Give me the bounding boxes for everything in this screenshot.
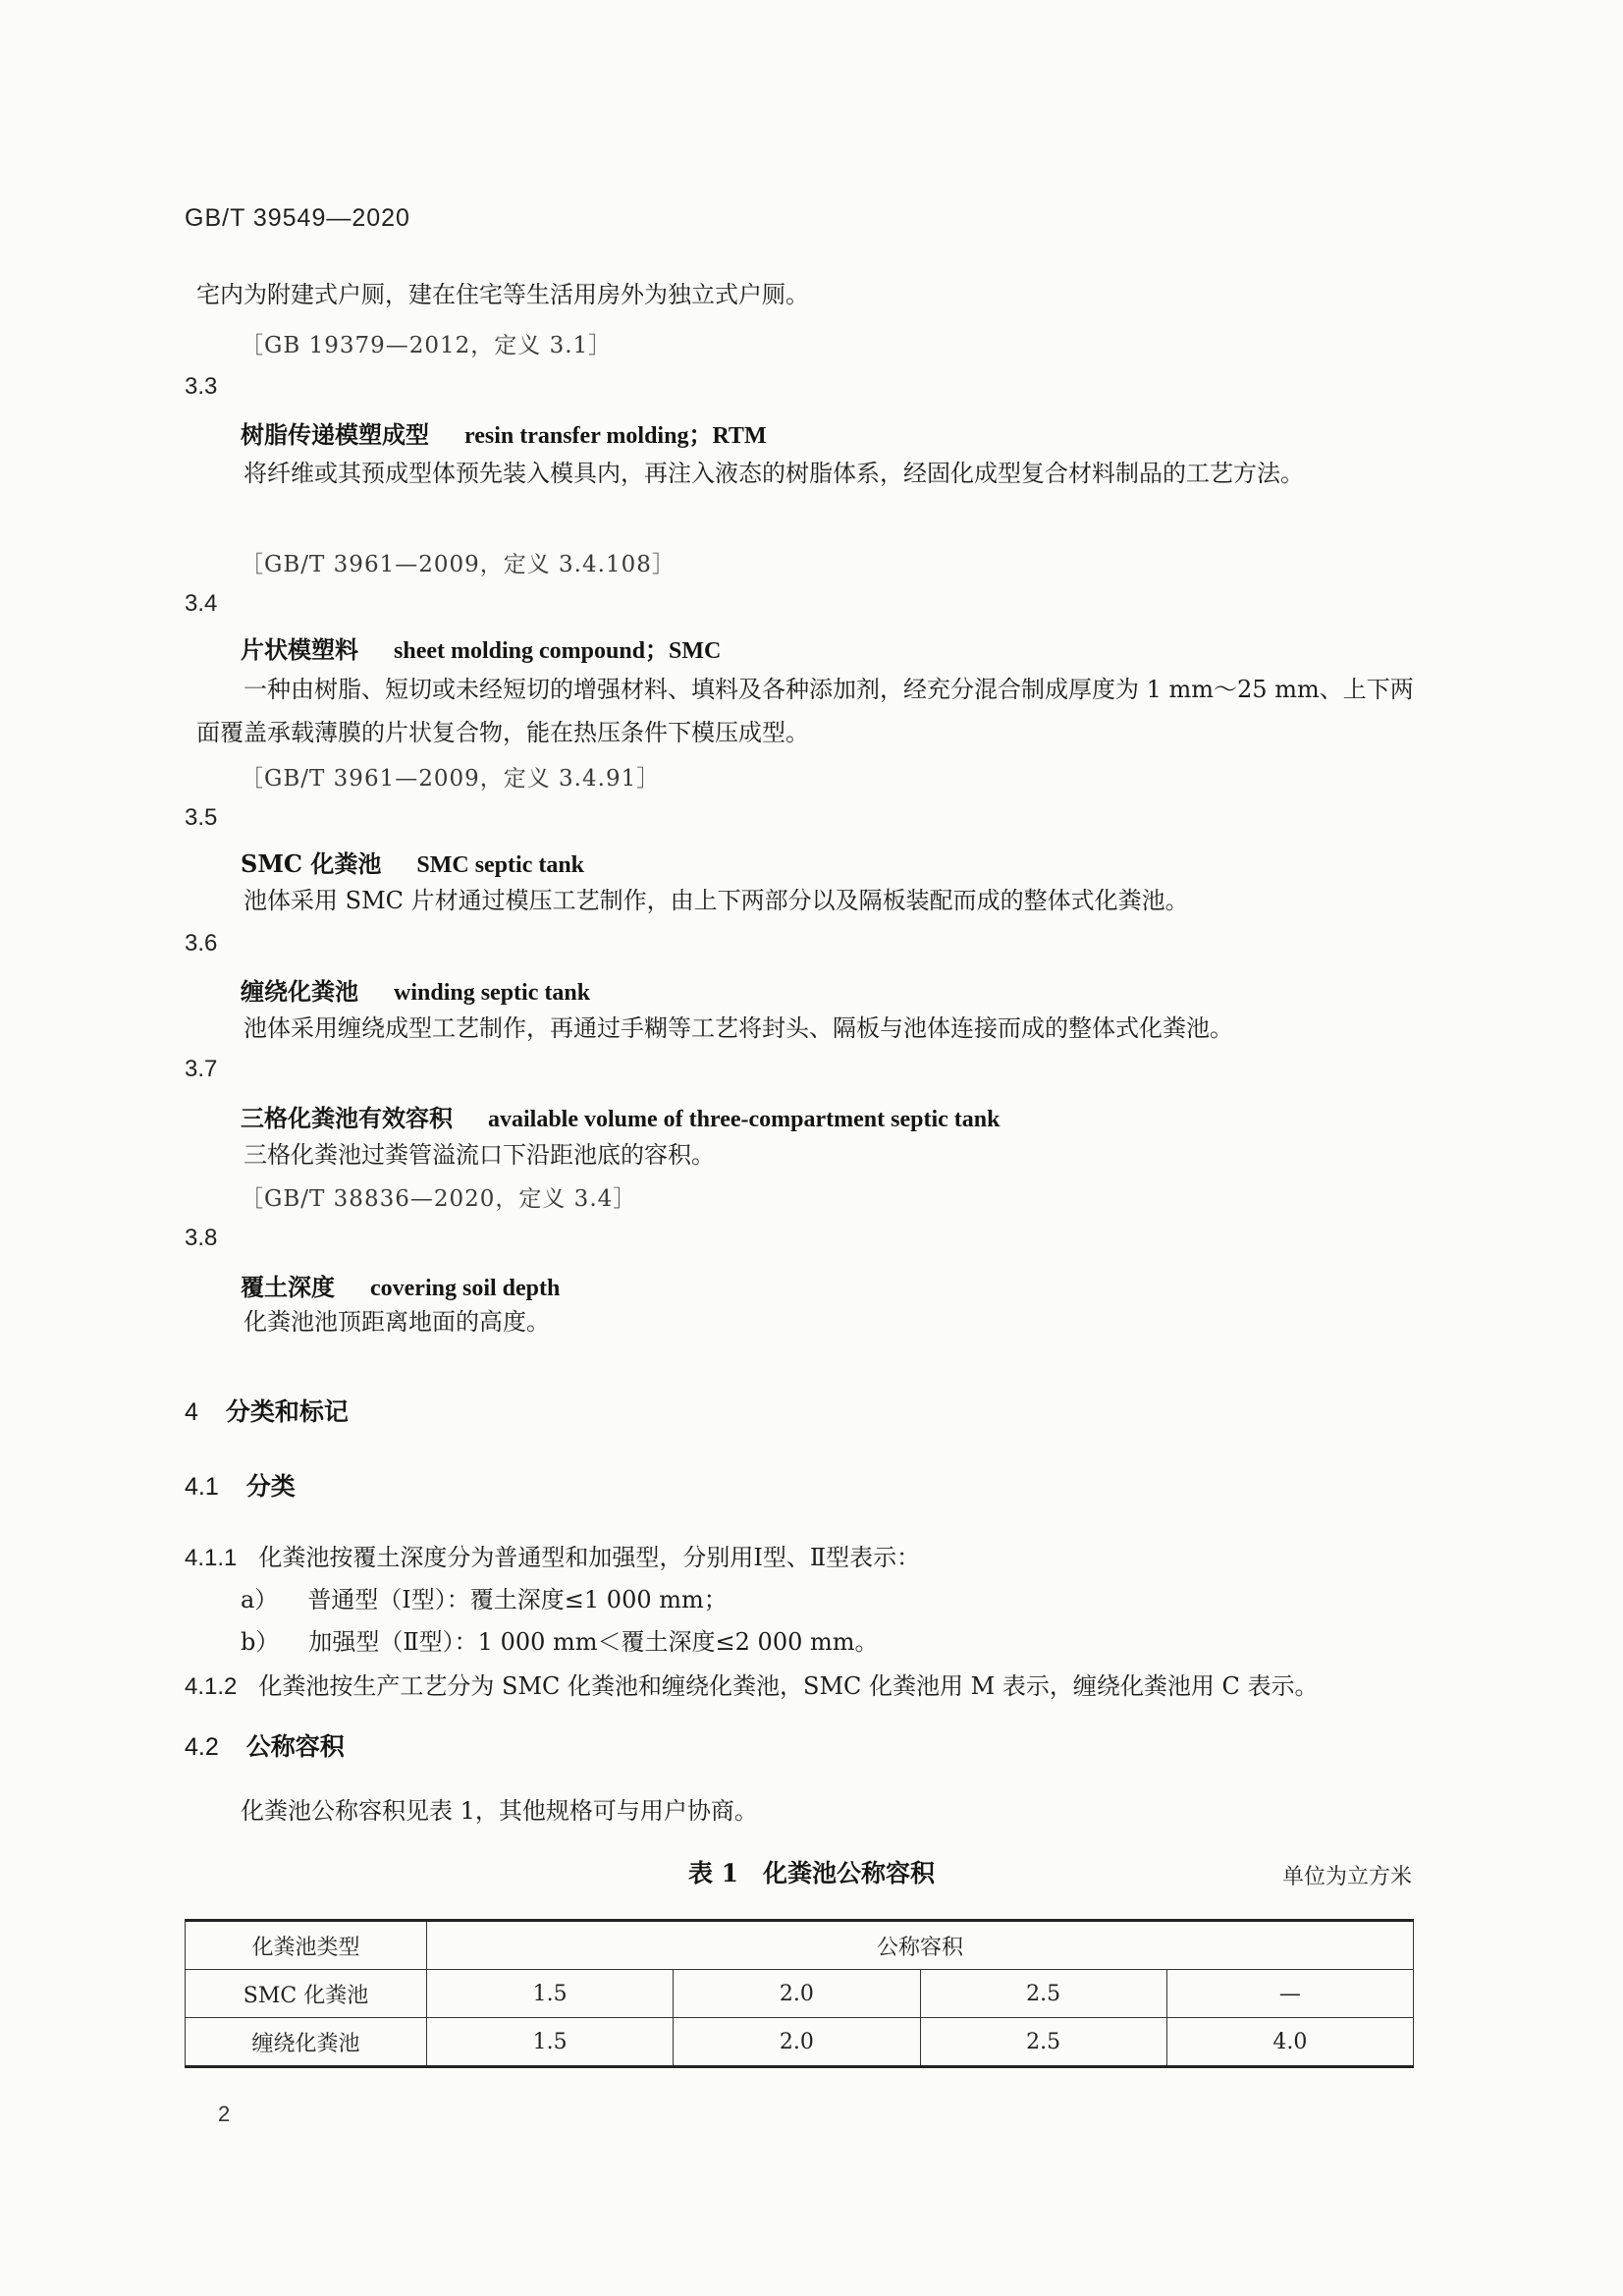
table-title: 表 1 化粪池公称容积 (687, 1859, 936, 1887)
table-cell: 2.5 (920, 2018, 1166, 2067)
section-title: 分类和标记 (225, 1397, 349, 1426)
header-cell-type: 化粪池类型 (186, 1921, 427, 1970)
table-cell: 2.0 (674, 2018, 920, 2067)
header-cell-volume: 公称容积 (427, 1921, 1414, 1970)
table-unit: 单位为立方米 (1281, 1865, 1412, 1889)
table-cell: 4.0 (1166, 2018, 1413, 2067)
clause-number-3-7: 3.7 (185, 1056, 218, 1082)
definition-3-6: 池体采用缠绕成型工艺制作，再通过手糊等工艺将封头、隔板与池体连接而成的整体式化粪池。 (243, 1014, 1233, 1042)
list-text: 加强型（Ⅱ型）：1 000 mm＜覆土深度≤2 000 mm。 (308, 1628, 879, 1656)
table-row (186, 1970, 1414, 2018)
section-title: 公称容积 (245, 1732, 345, 1761)
section-heading-4 (185, 1393, 349, 1428)
term-3-4 (241, 630, 721, 665)
reference-3-2: ［GB 19379—2012，定义 3.1］ (241, 333, 613, 358)
term-en: SMC septic tank (416, 852, 585, 878)
clause-text: 化粪池按覆土深度分为普通型和加强型，分别用Ⅰ型、Ⅱ型表示： (258, 1544, 921, 1571)
table-cell: 缠绕化粪池 (186, 2018, 427, 2067)
paragraph-4-2: 化粪池公称容积见表 1，其他规格可与用户协商。 (241, 1797, 758, 1825)
clause-number: 4.1.2 (185, 1673, 238, 1700)
term-cn: SMC 化粪池 (241, 849, 382, 878)
section-number: 4.1 (185, 1473, 219, 1501)
nominal-volume-table (185, 1919, 1414, 2068)
term-cn: 缠绕化粪池 (241, 977, 358, 1006)
continuation-text: 宅内为附建式户厕，建在住宅等生活用房外为独立式户厕。 (196, 281, 809, 308)
reference-3-4: ［GB/T 3961—2009，定义 3.4.91］ (241, 766, 661, 792)
clause-number-3-5: 3.5 (185, 804, 218, 831)
term-cn: 三格化粪池有效容积 (241, 1104, 453, 1132)
term-3-6 (241, 972, 590, 1007)
table-cell: 2.5 (920, 1970, 1166, 2018)
term-en: covering soil depth (370, 1276, 561, 1301)
reference-3-7: ［GB/T 38836—2020，定义 3.4］ (241, 1186, 637, 1212)
standard-code: GB/T 39549—2020 (185, 204, 410, 232)
clause-number-3-4: 3.4 (185, 590, 218, 617)
term-3-3 (241, 415, 767, 450)
table-cell: SMC 化粪池 (186, 1970, 427, 2018)
table-cell: 1.5 (427, 1970, 674, 2018)
section-title: 分类 (245, 1472, 296, 1501)
table-row (186, 2018, 1414, 2067)
term-en: resin transfer molding；RTM (464, 423, 767, 449)
list-text: 普通型（Ⅰ型）：覆土深度≤1 000 mm； (307, 1586, 728, 1613)
section-heading-4-2 (185, 1727, 345, 1763)
page-number: 2 (218, 2102, 231, 2126)
table-cell: 2.0 (674, 1970, 920, 2018)
definition-3-8: 化粪池池顶距离地面的高度。 (243, 1308, 550, 1336)
definition-3-5: 池体采用 SMC 片材通过模压工艺制作，由上下两部分以及隔板装配而成的整体式化粪池。 (243, 887, 1189, 914)
section-heading-4-1 (185, 1467, 296, 1503)
list-label: a） (241, 1586, 279, 1613)
clause-number: 4.1.1 (185, 1545, 238, 1571)
table-cell: — (1166, 1970, 1413, 2018)
term-cn: 覆土深度 (241, 1273, 335, 1301)
reference-3-3: ［GB/T 3961—2009，定义 3.4.108］ (241, 552, 676, 577)
definition-3-4: 一种由树脂、短切或未经短切的增强材料、填料及各种添加剂，经充分混合制成厚度为 1 mm～25 mm、上下两面覆盖承载薄膜的片状复合物，能在热压条件下模压成型。 (196, 676, 1414, 746)
section-number: 4.2 (185, 1733, 219, 1761)
section-number: 4 (185, 1398, 198, 1426)
term-en: sheet molding compound；SMC (394, 638, 722, 664)
table-cell: 1.5 (427, 2018, 674, 2067)
list-item-a (241, 1580, 728, 1614)
clause-number-3-8: 3.8 (185, 1225, 218, 1251)
clause-4-1-1 (185, 1538, 920, 1572)
term-en: available volume of three-compartment septic tank (488, 1107, 1001, 1132)
term-cn: 树脂传递模塑成型 (241, 420, 429, 449)
list-label: b） (241, 1628, 280, 1656)
table-header-row (186, 1921, 1414, 1970)
term-3-7 (241, 1099, 1000, 1133)
definition-3-3: 将纤维或其预成型体预先装入模具内，再注入液态的树脂体系，经固化成型复合材料制品的工艺方法。 (243, 460, 1304, 487)
term-en: winding septic tank (394, 980, 591, 1006)
term-3-8 (241, 1268, 560, 1302)
clause-number-3-6: 3.6 (185, 930, 218, 957)
clause-number-3-3: 3.3 (185, 373, 218, 400)
clause-4-1-2 (185, 1667, 1319, 1701)
definition-3-7: 三格化粪池过粪管溢流口下沿距池底的容积。 (243, 1141, 715, 1169)
list-item-b (241, 1622, 879, 1657)
term-3-5 (241, 845, 584, 879)
clause-text: 化粪池按生产工艺分为 SMC 化粪池和缠绕化粪池，SMC 化粪池用 M 表示，缠绕化粪池用 C 表示。 (258, 1672, 1319, 1700)
term-cn: 片状模塑料 (241, 635, 358, 664)
